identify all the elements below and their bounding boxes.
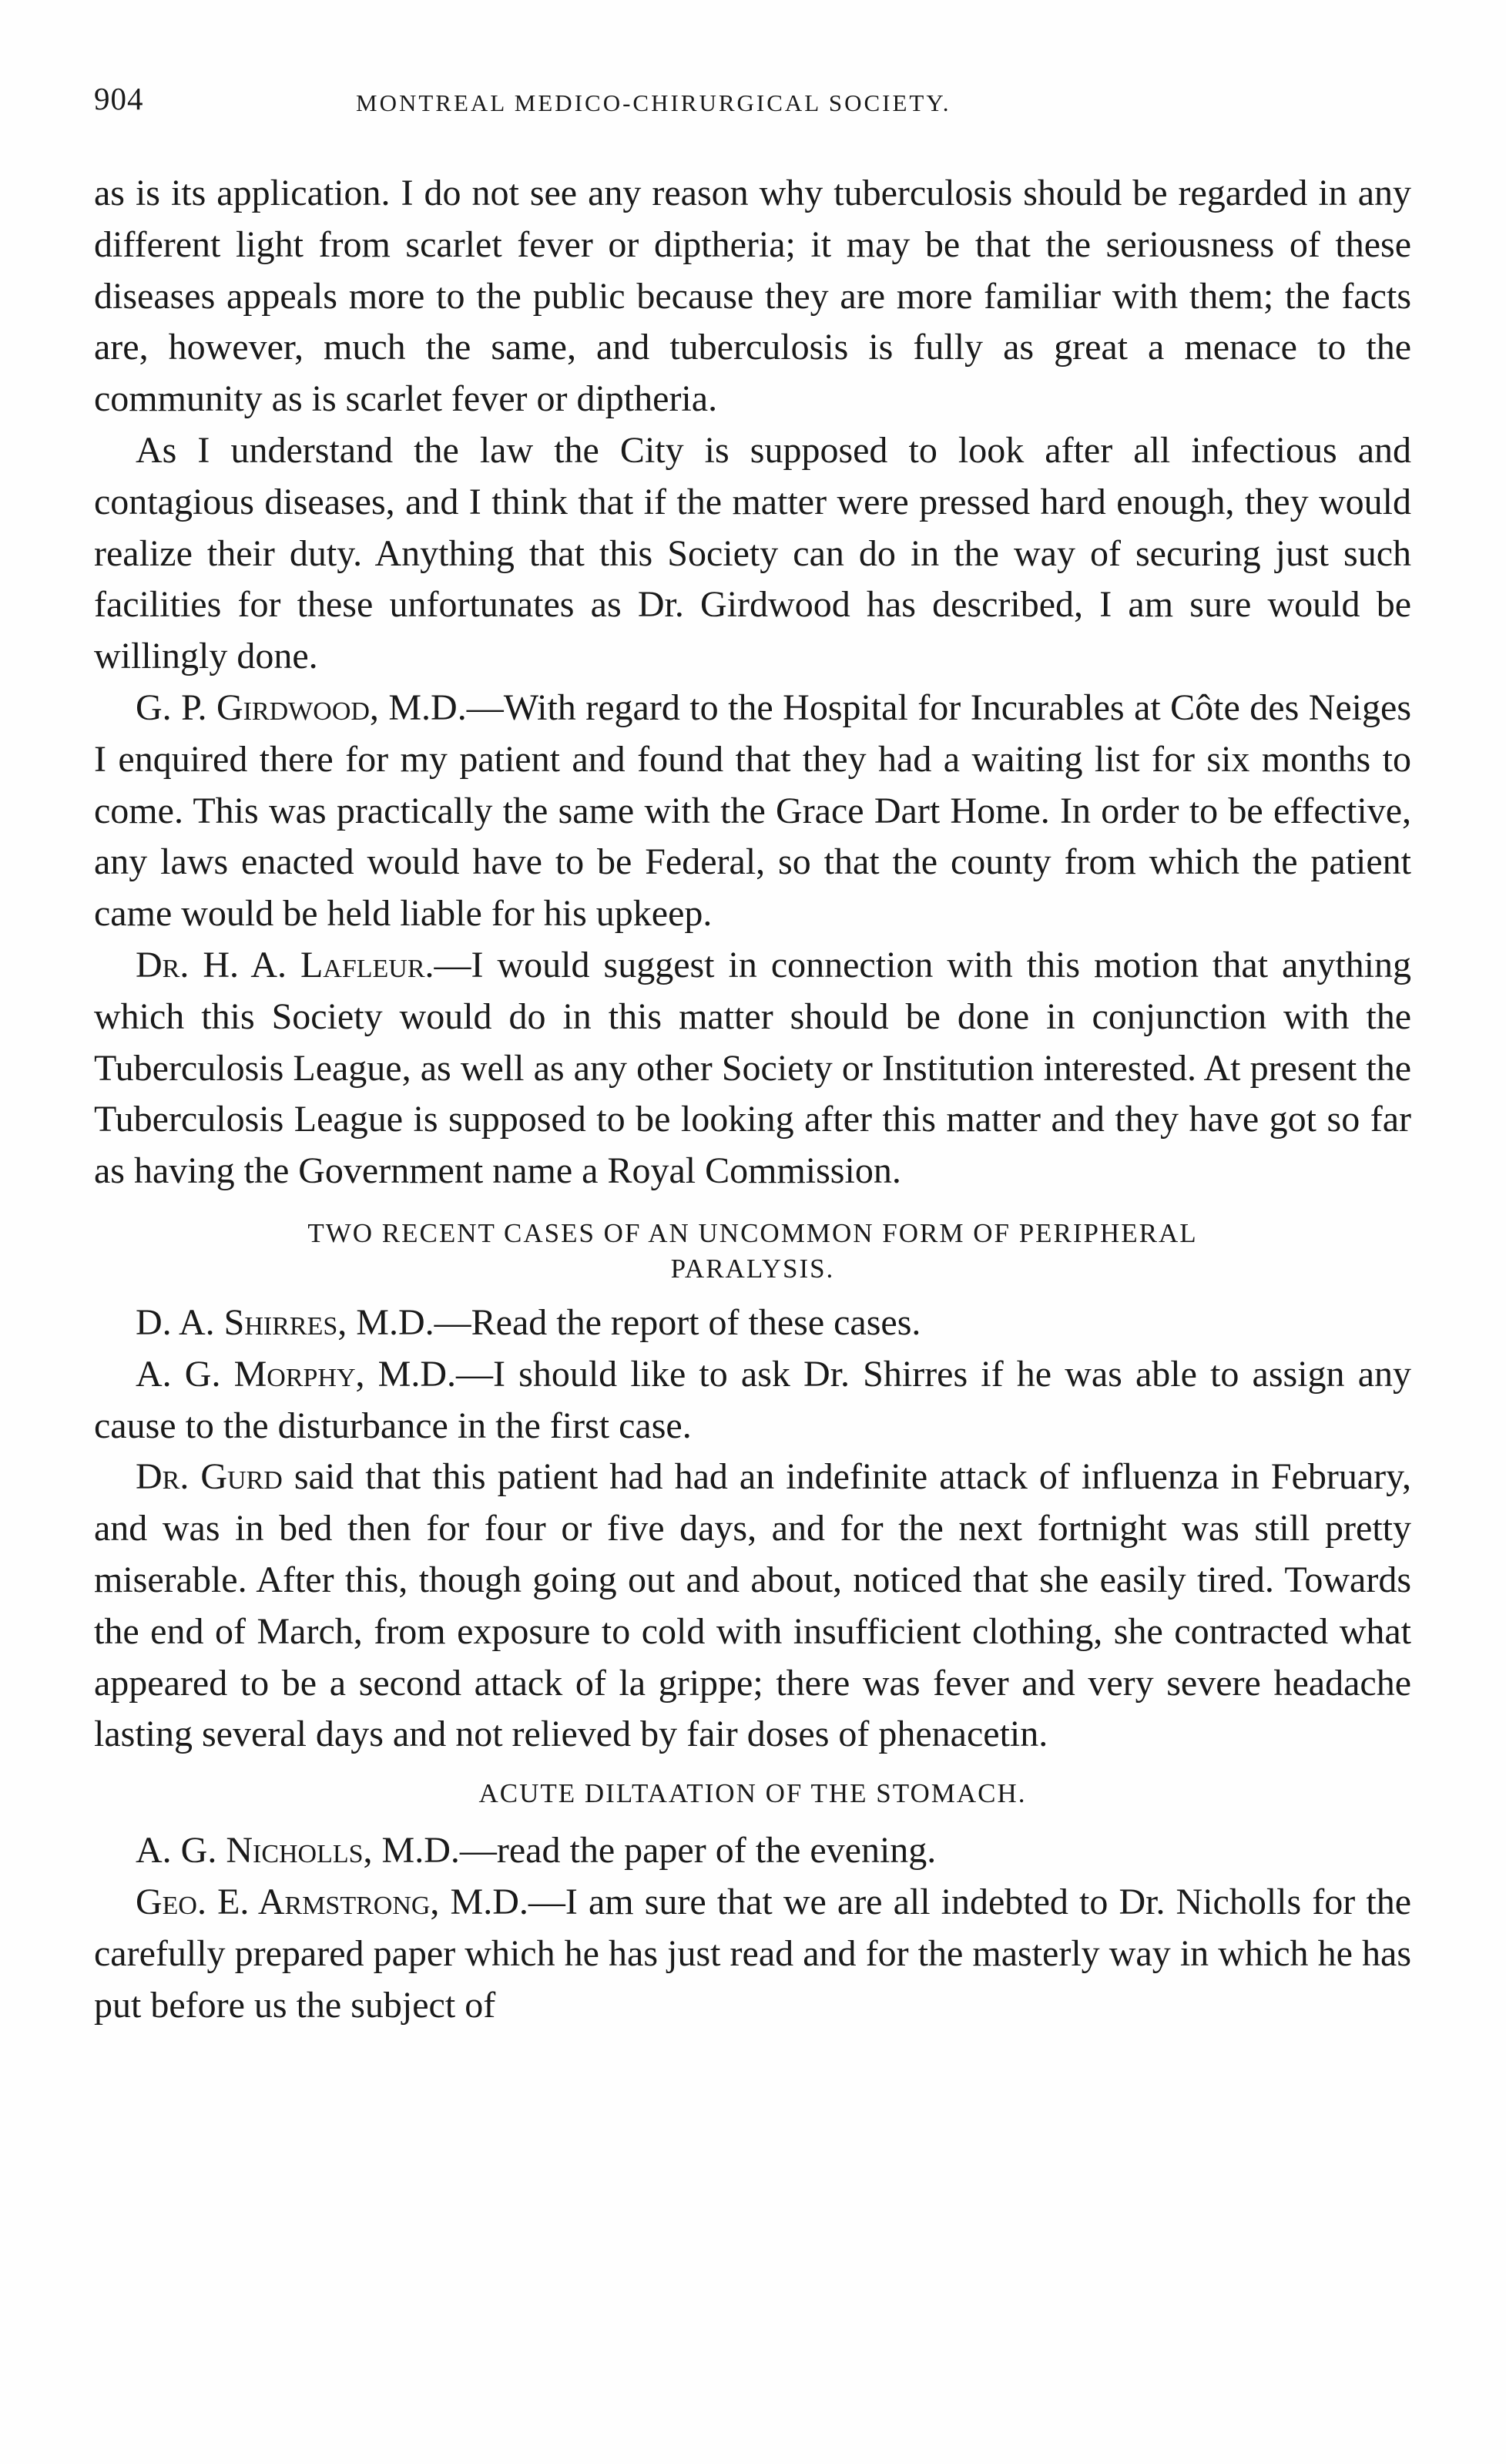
speaker-name: A. G. Morphy, M.D.: [136, 1353, 457, 1395]
section-heading-stomach: ACUTE DILTAATION OF THE STOMACH.: [478, 1778, 1027, 1809]
speaker-name: A. G. Nicholls, M.D.: [136, 1830, 460, 1871]
paragraph-shirres: [94, 1297, 1411, 1349]
paragraph: [94, 425, 1411, 683]
speaker-name: Dr. Gurd: [136, 1456, 283, 1498]
paragraph-nicholls: [94, 1825, 1411, 1877]
paragraph-gurd: [94, 1452, 1411, 1761]
running-title: MONTREAL MEDICO-CHIRURGICAL SOCIETY.: [356, 89, 951, 116]
running-head: [94, 80, 1404, 126]
section-heading-peripheral-paralysis: [94, 1216, 1411, 1287]
paragraph-text: As I understand the law the City is supposed to look after all infectious and contagious diseases, and I think that if the matter were pressed hard enough, they would realize their duty. Anything that this Society can do in the way of securing just such facilities for these unfortunates as Dr. Girdwood has described, I am sure would be willingly done.: [94, 429, 1411, 677]
heading-line: PARALYSIS.: [670, 1253, 835, 1284]
paragraph-text: —I would suggest in connection with this motion that anything which this Society would do in this matter should be done in conjunction with the Tuberculosis League, as well as any other Society or Institution interested. At present the Tuberculosis League is supposed to be looking after this matter and they have got so far as having the Government name a Royal Commission.: [94, 944, 1411, 1192]
paragraph-girdwood: [94, 683, 1411, 940]
paragraph-lafleur: [94, 940, 1411, 1197]
speaker-name: Geo. E. Armstrong, M.D.: [136, 1881, 528, 1922]
paragraph-armstrong: [94, 1877, 1411, 2031]
speaker-name: D. A. Shirres, M.D.: [136, 1301, 434, 1343]
heading-line: TWO RECENT CASES OF AN UNCOMMON FORM OF PERIPHERAL: [307, 1217, 1198, 1248]
paragraph-text: —With regard to the Hospital for Incurables at Côte des Neiges I enquired there for my patient and found that they had a waiting list for six months to come. This was practically the same with the Grace Dart Home. In order to be effective, any laws enacted would have to be Federal, so that the county from which the patient came would be held liable for his upkeep.: [94, 686, 1412, 935]
paragraph-text: —read the paper of the evening.: [459, 1830, 937, 1871]
paragraph-text: —I should like to ask Dr. Shirres if he was able to assign any cause to the disturbance in the first case.: [94, 1353, 1411, 1446]
paragraph-text: —Read the report of these cases.: [434, 1301, 921, 1343]
speaker-name: Dr. H. A. Lafleur.: [136, 944, 434, 985]
paragraph-text: —I am sure that we are all indebted to Dr. Nicholls for the carefully prepared paper which he has just read and for the masterly way in which he has put before us the subject of: [94, 1881, 1411, 2026]
speaker-name: G. P. Girdwood, M.D.: [136, 686, 467, 728]
paragraph-text: as is its application. I do not see any reason why tuberculosis should be regarded in any different light from scarlet fever or diptheria; it may be that the seriousness of these diseases appeals more to the public because they are more familiar with them; the facts are, however, much the same, and tuberculosis is fully as great a menace to the community as is scarlet fever or diptheria.: [94, 173, 1411, 420]
page-number: 904: [94, 81, 144, 116]
body-text: [94, 168, 1411, 2031]
paragraph-text: said that this patient had had an indefinite attack of influenza in February, and was in bed then for four or five days, and for the next fortnight was still pretty miserable. After this, though going out and about, noticed that she easily tired. Towards the end of March, from exposure to cold with insufficient clothing, she contracted what appeared to be a second attack of la grippe; there was fever and very severe headache lasting several days and not relieved by fair doses of phenacetin.: [94, 1456, 1411, 1755]
paragraph-continuation: [94, 168, 1411, 425]
paragraph-morphy: [94, 1349, 1411, 1452]
